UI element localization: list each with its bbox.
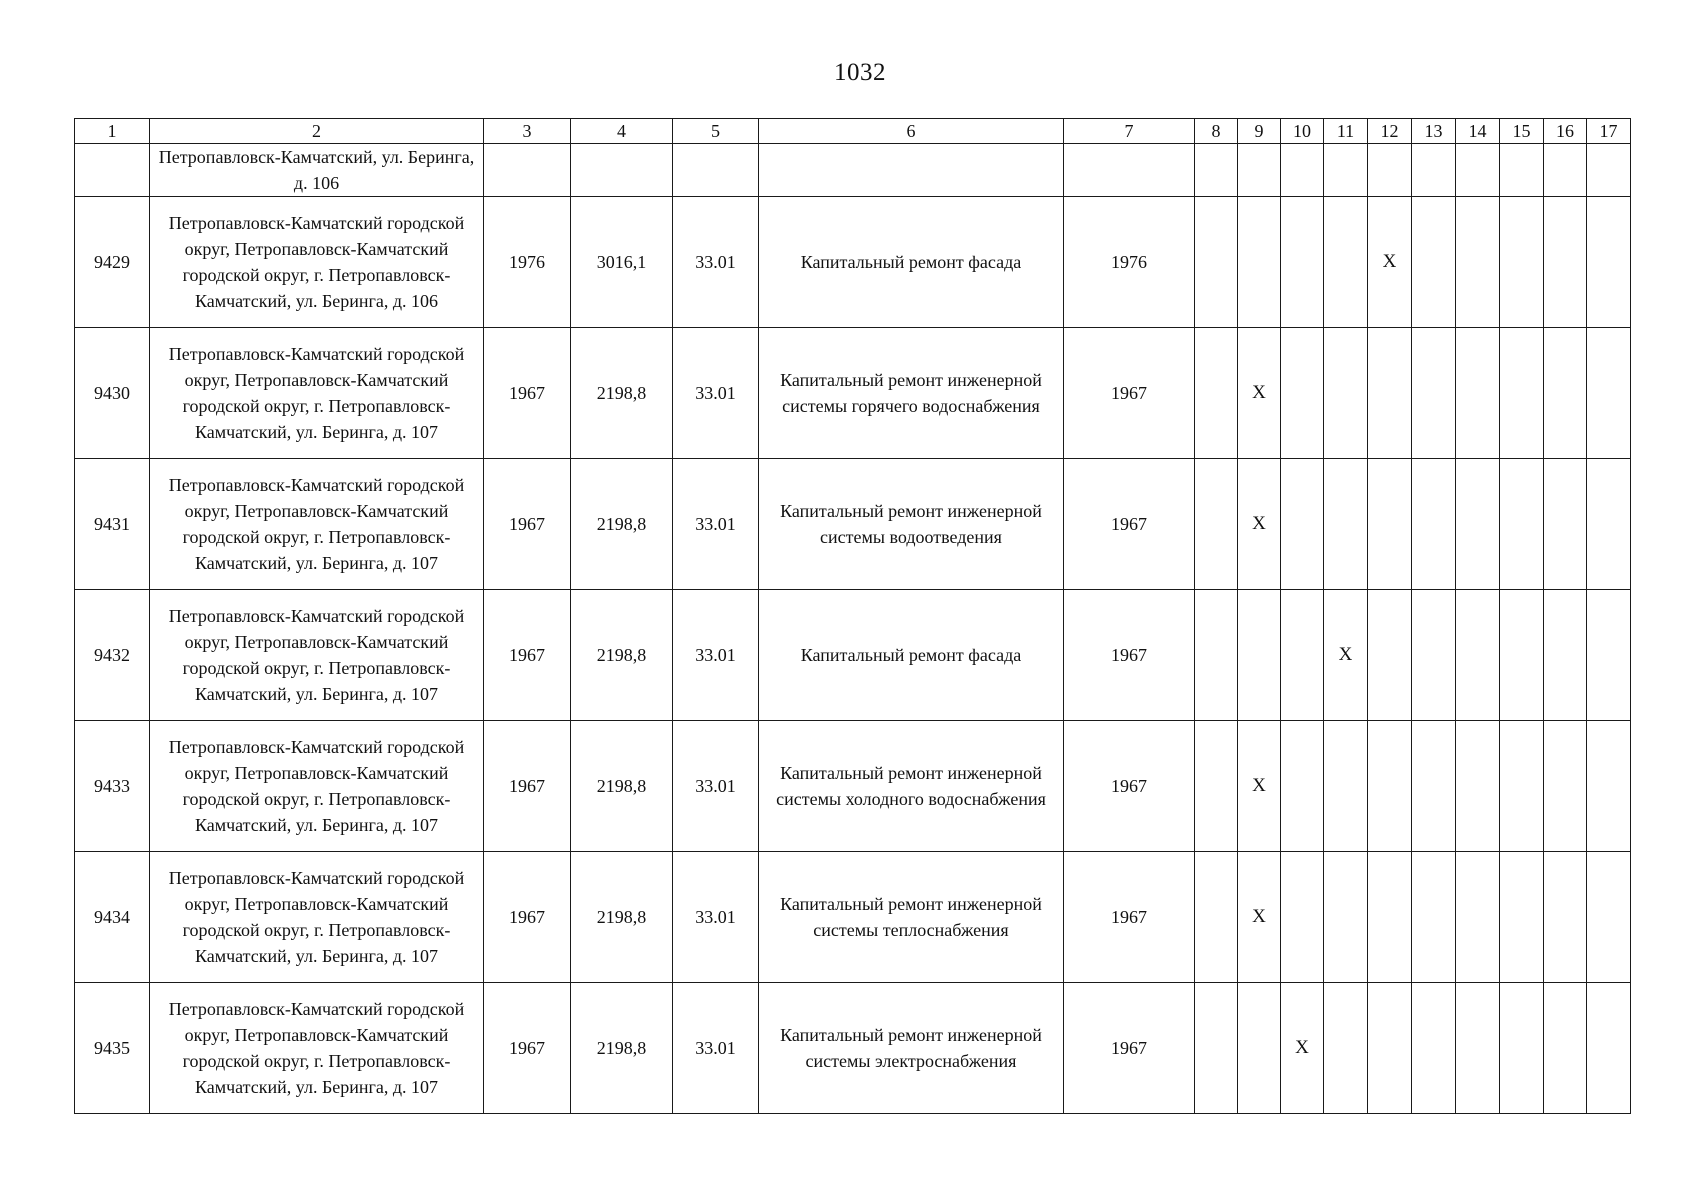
mark-cell-col-8 xyxy=(1195,590,1238,721)
mark-cell-col-13 xyxy=(1412,328,1456,459)
work-type-cell: Капитальный ремонт инженерной системы водоотведения xyxy=(759,459,1064,590)
column-number: 2 xyxy=(150,119,484,144)
mark-cell-col-13 xyxy=(1412,590,1456,721)
mark-cell-col-9 xyxy=(1238,197,1281,328)
code-cell: 33.01 xyxy=(673,590,759,721)
mark-cell-col-8 xyxy=(1195,197,1238,328)
year-last-repair-cell: 1967 xyxy=(1064,721,1195,852)
work-type-cell: Капитальный ремонт фасада xyxy=(759,197,1064,328)
mark-cell-col-16 xyxy=(1544,983,1587,1114)
year-last-repair-cell: 1976 xyxy=(1064,197,1195,328)
mark-cell-col-15 xyxy=(1500,721,1544,852)
mark-cell-col-15 xyxy=(1500,852,1544,983)
year-built-cell: 1967 xyxy=(484,852,571,983)
year-built-cell: 1967 xyxy=(484,459,571,590)
column-number: 4 xyxy=(571,119,673,144)
table-row xyxy=(75,459,1631,590)
mark-cell-col-16 xyxy=(1544,459,1587,590)
row-number-cell: 9430 xyxy=(75,328,150,459)
mark-cell-col-8 xyxy=(1195,328,1238,459)
table-row xyxy=(75,721,1631,852)
mark-cell-col-12: X xyxy=(1368,197,1412,328)
area-cell: 2198,8 xyxy=(571,590,673,721)
area-cell: 2198,8 xyxy=(571,852,673,983)
year-last-repair-cell: 1967 xyxy=(1064,983,1195,1114)
mark-cell-col-15 xyxy=(1500,328,1544,459)
mark-cell-col-15 xyxy=(1500,590,1544,721)
table-row xyxy=(75,852,1631,983)
mark-cell-col-13 xyxy=(1412,721,1456,852)
work-type-cell: Капитальный ремонт инженерной системы электроснабжения xyxy=(759,983,1064,1114)
mark-cell-col-8 xyxy=(1195,983,1238,1114)
address-cell: Петропавловск-Камчатский городской округ, Петропавловск-Камчатский городской округ, г. Петропавловск-Камчатский, ул. Беринга, д. 107 xyxy=(150,852,484,983)
work-type-cell: Капитальный ремонт инженерной системы холодного водоснабжения xyxy=(759,721,1064,852)
continued-row xyxy=(75,144,1631,197)
code-cell: 33.01 xyxy=(673,328,759,459)
code-cell: 33.01 xyxy=(673,983,759,1114)
year-built-cell: 1967 xyxy=(484,590,571,721)
empty-cell xyxy=(1195,144,1238,197)
row-number-cell xyxy=(75,144,150,197)
mark-cell-col-13 xyxy=(1412,197,1456,328)
mark-cell-col-10 xyxy=(1281,852,1324,983)
address-cell: Петропавловск-Камчатский городской округ, Петропавловск-Камчатский городской округ, г. Петропавловск-Камчатский, ул. Беринга, д. 107 xyxy=(150,328,484,459)
empty-cell xyxy=(1238,144,1281,197)
mark-cell-col-15 xyxy=(1500,197,1544,328)
row-number-cell: 9431 xyxy=(75,459,150,590)
mark-cell-col-13 xyxy=(1412,983,1456,1114)
mark-cell-col-9 xyxy=(1238,590,1281,721)
address-cell: Петропавловск-Камчатский городской округ, Петропавловск-Камчатский городской округ, г. Петропавловск-Камчатский, ул. Беринга, д. 107 xyxy=(150,721,484,852)
area-cell: 3016,1 xyxy=(571,197,673,328)
address-cell: Петропавловск-Камчатский городской округ, Петропавловск-Камчатский городской округ, г. Петропавловск-Камчатский, ул. Беринга, д. 107 xyxy=(150,590,484,721)
column-number: 5 xyxy=(673,119,759,144)
mark-cell-col-12 xyxy=(1368,983,1412,1114)
empty-cell xyxy=(1368,144,1412,197)
empty-cell xyxy=(759,144,1064,197)
mark-cell-col-12 xyxy=(1368,328,1412,459)
row-number-cell: 9434 xyxy=(75,852,150,983)
mark-cell-col-17 xyxy=(1587,983,1631,1114)
column-number: 12 xyxy=(1368,119,1412,144)
mark-cell-col-13 xyxy=(1412,459,1456,590)
column-number: 8 xyxy=(1195,119,1238,144)
address-cell: Петропавловск-Камчатский городской округ, Петропавловск-Камчатский городской округ, г. Петропавловск-Камчатский, ул. Беринга, д. 107 xyxy=(150,983,484,1114)
column-number: 16 xyxy=(1544,119,1587,144)
mark-cell-col-10 xyxy=(1281,459,1324,590)
mark-cell-col-10 xyxy=(1281,328,1324,459)
year-last-repair-cell: 1967 xyxy=(1064,590,1195,721)
mark-cell-col-15 xyxy=(1500,983,1544,1114)
mark-cell-col-12 xyxy=(1368,590,1412,721)
mark-cell-col-8 xyxy=(1195,459,1238,590)
code-cell: 33.01 xyxy=(673,197,759,328)
area-cell: 2198,8 xyxy=(571,721,673,852)
area-cell: 2198,8 xyxy=(571,459,673,590)
column-number: 14 xyxy=(1456,119,1500,144)
year-built-cell: 1967 xyxy=(484,983,571,1114)
mark-cell-col-13 xyxy=(1412,852,1456,983)
empty-cell xyxy=(1587,144,1631,197)
mark-cell-col-9: X xyxy=(1238,459,1281,590)
column-number: 3 xyxy=(484,119,571,144)
mark-cell-col-11 xyxy=(1324,852,1368,983)
column-number: 1 xyxy=(75,119,150,144)
empty-cell xyxy=(1412,144,1456,197)
table-row xyxy=(75,197,1631,328)
year-last-repair-cell: 1967 xyxy=(1064,459,1195,590)
mark-cell-col-14 xyxy=(1456,590,1500,721)
mark-cell-col-11 xyxy=(1324,983,1368,1114)
mark-cell-col-16 xyxy=(1544,852,1587,983)
mark-cell-col-14 xyxy=(1456,197,1500,328)
empty-cell xyxy=(1456,144,1500,197)
code-cell: 33.01 xyxy=(673,459,759,590)
mark-cell-col-8 xyxy=(1195,852,1238,983)
empty-cell xyxy=(484,144,571,197)
mark-cell-col-14 xyxy=(1456,459,1500,590)
mark-cell-col-12 xyxy=(1368,721,1412,852)
mark-cell-col-16 xyxy=(1544,328,1587,459)
mark-cell-col-15 xyxy=(1500,459,1544,590)
mark-cell-col-16 xyxy=(1544,721,1587,852)
column-number: 9 xyxy=(1238,119,1281,144)
column-number: 10 xyxy=(1281,119,1324,144)
column-number-row xyxy=(75,119,1631,144)
work-type-cell: Капитальный ремонт инженерной системы горячего водоснабжения xyxy=(759,328,1064,459)
row-number-cell: 9432 xyxy=(75,590,150,721)
area-cell: 2198,8 xyxy=(571,983,673,1114)
mark-cell-col-10: X xyxy=(1281,983,1324,1114)
mark-cell-col-8 xyxy=(1195,721,1238,852)
address-cell: Петропавловск-Камчатский, ул. Беринга, д. 106 xyxy=(150,144,484,197)
mark-cell-col-11 xyxy=(1324,328,1368,459)
mark-cell-col-11 xyxy=(1324,721,1368,852)
mark-cell-col-14 xyxy=(1456,983,1500,1114)
mark-cell-col-17 xyxy=(1587,459,1631,590)
table-row xyxy=(75,983,1631,1114)
mark-cell-col-17 xyxy=(1587,590,1631,721)
column-number: 17 xyxy=(1587,119,1631,144)
page-number: 1032 xyxy=(834,59,886,86)
empty-cell xyxy=(1500,144,1544,197)
mark-cell-col-10 xyxy=(1281,197,1324,328)
address-cell: Петропавловск-Камчатский городской округ, Петропавловск-Камчатский городской округ, г. Петропавловск-Камчатский, ул. Беринга, д. 106 xyxy=(150,197,484,328)
mark-cell-col-9: X xyxy=(1238,721,1281,852)
mark-cell-col-9: X xyxy=(1238,852,1281,983)
column-number: 13 xyxy=(1412,119,1456,144)
mark-cell-col-9 xyxy=(1238,983,1281,1114)
mark-cell-col-11 xyxy=(1324,197,1368,328)
mark-cell-col-12 xyxy=(1368,852,1412,983)
mark-cell-col-10 xyxy=(1281,590,1324,721)
address-cell: Петропавловск-Камчатский городской округ, Петропавловск-Камчатский городской округ, г. Петропавловск-Камчатский, ул. Беринга, д. 107 xyxy=(150,459,484,590)
empty-cell xyxy=(1064,144,1195,197)
mark-cell-col-11: X xyxy=(1324,590,1368,721)
row-number-cell: 9435 xyxy=(75,983,150,1114)
mark-cell-col-14 xyxy=(1456,721,1500,852)
work-type-cell: Капитальный ремонт инженерной системы теплоснабжения xyxy=(759,852,1064,983)
mark-cell-col-17 xyxy=(1587,721,1631,852)
column-number: 6 xyxy=(759,119,1064,144)
column-number: 7 xyxy=(1064,119,1195,144)
year-built-cell: 1967 xyxy=(484,328,571,459)
column-number: 11 xyxy=(1324,119,1368,144)
year-last-repair-cell: 1967 xyxy=(1064,852,1195,983)
table-row xyxy=(75,328,1631,459)
empty-cell xyxy=(1544,144,1587,197)
table-row xyxy=(75,590,1631,721)
column-number: 15 xyxy=(1500,119,1544,144)
empty-cell xyxy=(1281,144,1324,197)
mark-cell-col-10 xyxy=(1281,721,1324,852)
empty-cell xyxy=(1324,144,1368,197)
mark-cell-col-16 xyxy=(1544,197,1587,328)
mark-cell-col-17 xyxy=(1587,852,1631,983)
mark-cell-col-16 xyxy=(1544,590,1587,721)
capital-repair-table xyxy=(74,118,1631,1114)
row-number-cell: 9433 xyxy=(75,721,150,852)
year-built-cell: 1976 xyxy=(484,197,571,328)
mark-cell-col-11 xyxy=(1324,459,1368,590)
work-type-cell: Капитальный ремонт фасада xyxy=(759,590,1064,721)
mark-cell-col-12 xyxy=(1368,459,1412,590)
empty-cell xyxy=(673,144,759,197)
row-number-cell: 9429 xyxy=(75,197,150,328)
mark-cell-col-17 xyxy=(1587,328,1631,459)
code-cell: 33.01 xyxy=(673,852,759,983)
mark-cell-col-14 xyxy=(1456,328,1500,459)
mark-cell-col-17 xyxy=(1587,197,1631,328)
empty-cell xyxy=(571,144,673,197)
mark-cell-col-14 xyxy=(1456,852,1500,983)
mark-cell-col-9: X xyxy=(1238,328,1281,459)
code-cell: 33.01 xyxy=(673,721,759,852)
year-last-repair-cell: 1967 xyxy=(1064,328,1195,459)
area-cell: 2198,8 xyxy=(571,328,673,459)
year-built-cell: 1967 xyxy=(484,721,571,852)
